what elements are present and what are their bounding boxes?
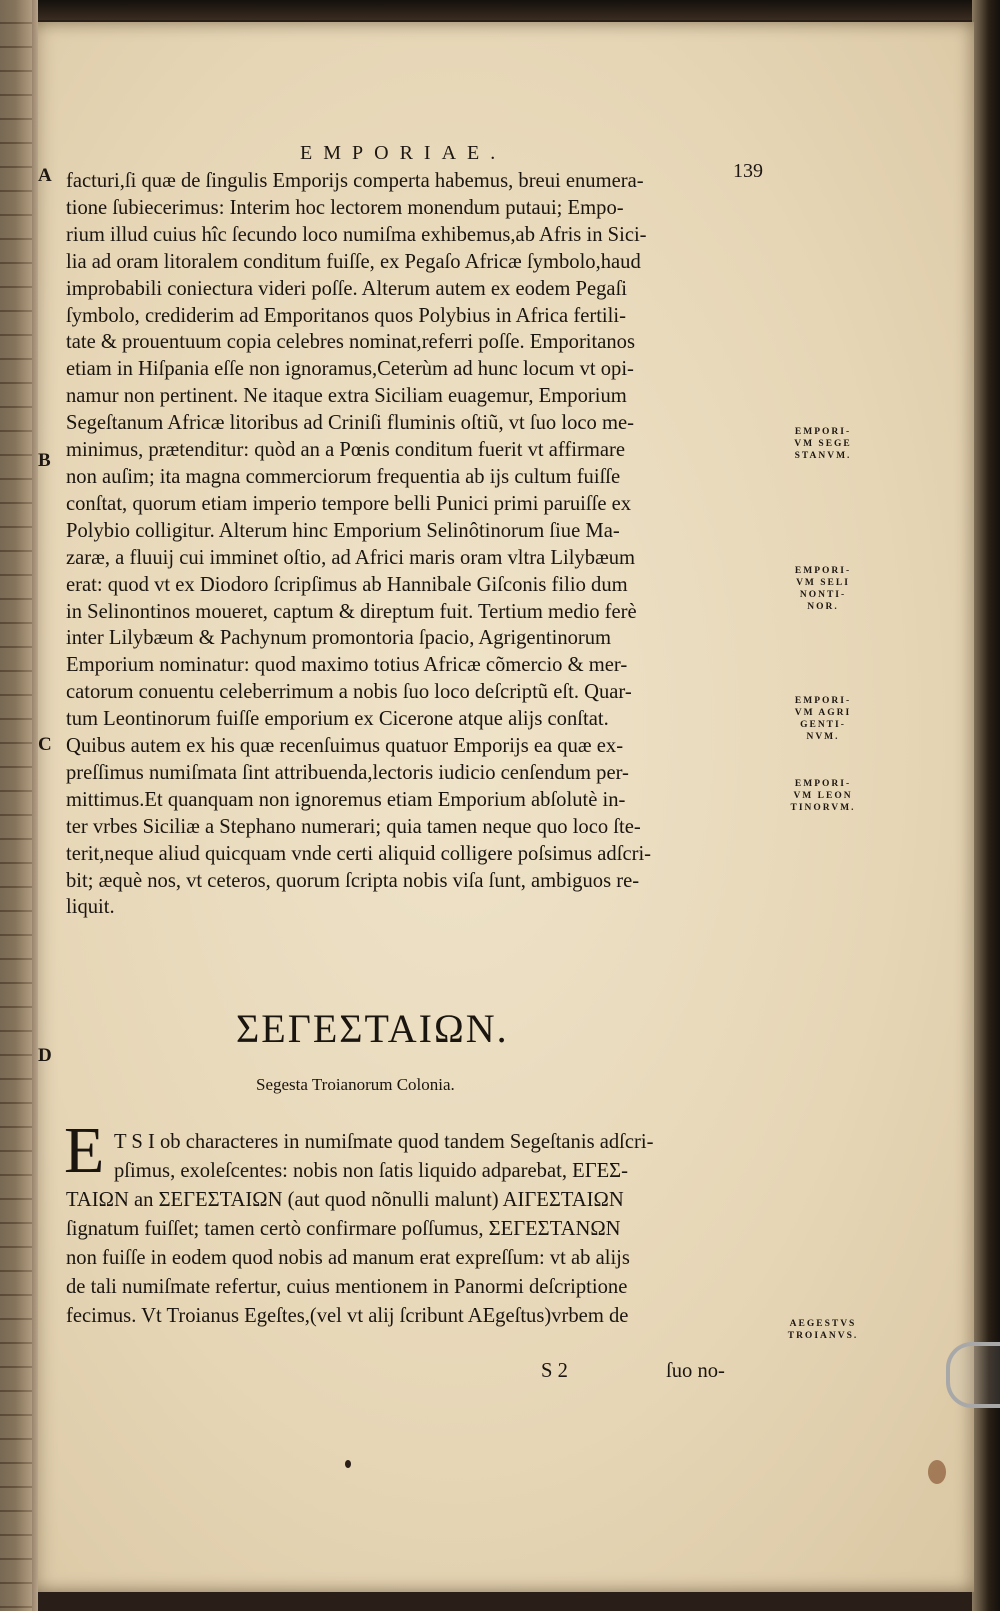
running-head: EMPORIAE. (300, 142, 507, 164)
text-line: etiam in Hiſpania eſſe non ignoramus,Ceterùm ad hunc locum vt opi- (66, 358, 634, 381)
page-number: 139 (733, 160, 763, 182)
text-line: T S I ob characteres in numiſmate quod tandem Segeſtanis adſcri- (114, 1131, 654, 1153)
text-line: inter Lilybæum & Pachynum promontoria ſpacio, Agrigentinorum (66, 627, 612, 650)
margin-note-line: TROIANVS. (787, 1331, 859, 1341)
text-line: non auſim; ita magna commerciorum frequentia ab ijs cultum fuiſſe (66, 465, 621, 488)
text-line: fecimus. Vt Troianus Egeſtes,(vel vt alij ſcribunt AEgeſtus)vrbem de (66, 1305, 629, 1327)
text-line: zaræ, a fluuij cui imminet oſtio, ad Africi maris oram vltra Lilybæum (66, 546, 636, 569)
text-line: in Selinontinos moueret, captum & direptum fuit. Tertium medio ferè (66, 600, 637, 623)
margin-note-line: VM LEON (793, 791, 853, 801)
text-line: tum Leontinorum fuiſſe emporium ex Cicerone atque alijs conſtat. (66, 708, 609, 731)
subheading: Segesta Troianorum Colonia. (256, 1075, 455, 1094)
text-line: ter vrbes Siciliæ a Stephano numerari; quia tamen neque quo loco ſte- (66, 815, 641, 838)
text-line: Segeſtanum Africæ litoribus ad Criniſi fluminis oſtiũ, vt ſuo loco me- (66, 412, 634, 435)
text-line: improbabili coniectura videri poſſe. Alterum autem ex eodem Pegaſi (66, 277, 628, 300)
greek-heading: ΣΕΓΕΣΤΑΙΩΝ. (236, 1006, 509, 1051)
text-line: liquit. (66, 896, 115, 919)
text-line: rium illud cuius hîc ſecundo loco numiſma exhibemus,ab Afris in Sici- (66, 223, 647, 246)
text-line: non fuiſſe in eodem quod nobis ad manum erat expreſſum: vt ab alijs (66, 1247, 630, 1269)
page-clip (946, 1342, 1000, 1408)
text-line: namur non pertinent. Ne itaque extra Siciliam euagemur, Emporium (66, 385, 627, 408)
text-line: ſymbolo, crediderim ad Emporitanos quos Polybius in Africa fertili- (66, 304, 626, 327)
second-paragraph (66, 1128, 756, 1331)
text-line: facturi,ſi quæ de ſingulis Emporijs comperta habemus, breui enumera- (66, 170, 644, 192)
section-letter-c: C (38, 734, 52, 755)
text-line: Quibus autem ex his quæ recenſuimus quatuor Emporijs ea quæ ex- (66, 735, 624, 758)
ink-dot (345, 1460, 351, 1468)
margin-note-line: NVM. (806, 732, 840, 742)
text-line: bit; æquè nos, vt ceteros, quorum ſcripta nobis viſa ſunt, ambiguos re- (66, 869, 640, 892)
text-line: erat: quod vt ex Diodoro ſcripſimus ab Hannibale Giſconis filio dum (66, 573, 628, 596)
margin-note-line: EMPORI- (794, 566, 852, 576)
margin-note-leontinorum (784, 778, 862, 814)
text-line: Emporium nominatur: quod maximo totius Africæ cõmercio & mer- (66, 654, 628, 677)
margin-note-selinontinorum (784, 565, 862, 613)
facing-page-strip (0, 0, 32, 1611)
scan-top-edge (0, 0, 1000, 20)
margin-note-line: EMPORI- (794, 779, 852, 789)
margin-note-line: VM SELI (796, 578, 850, 588)
text-line: minimus, prætenditur: quòd an a Pœnis conditum fuerit vt affirmare (66, 439, 625, 462)
text-line: preſſimus numiſmata ſint attribuenda,lectoris iudicio cenſendum per- (66, 761, 629, 784)
margin-note-line: TINORVM. (790, 803, 856, 813)
body-paragraph (66, 168, 754, 921)
text-line: catorum conuentu celeberrimum a nobis ſuo loco deſcriptũ eſt. Quar- (66, 681, 632, 704)
text-line: de tali numiſmate refertur, cuius mentionem in Panormi deſcriptione (66, 1276, 628, 1298)
signature-mark: S 2 (541, 1360, 568, 1382)
margin-note-line: EMPORI- (794, 696, 852, 706)
margin-note-line: GENTI- (800, 720, 846, 730)
text-line: terit,neque aliud quicquam vnde certi aliquid colligere poſsimus adſcri- (66, 842, 652, 865)
drop-cap: E (64, 1114, 105, 1187)
margin-note-line: STANVM. (794, 451, 852, 461)
margin-note-line: NONTI- (799, 590, 847, 600)
margin-note-line: EMPORI- (794, 427, 852, 437)
section-letter-a: A (38, 165, 52, 186)
text-line: pſimus, exoleſcentes: nobis non ſatis liquido adparebat, ΕΓΕΣ- (114, 1160, 629, 1182)
text-line: Polybio colligitur. Alterum hinc Emporium Selinôtinorum ſiue Ma- (66, 519, 620, 542)
section-letter-b: B (38, 450, 51, 471)
text-line: tione ſubiecerimus: Interim hoc lectorem monendum putaui; Empo- (66, 196, 624, 219)
section-letter-d: D (38, 1045, 52, 1066)
margin-note-segestanum (784, 426, 862, 462)
text-line: mittimus.Et quanquam non ignoremus etiam Emporium abſolutè in- (66, 788, 626, 811)
page-footer (66, 1360, 756, 1388)
paper-stain (928, 1460, 946, 1484)
text-line: tate & prouentuum copia celebres nominat,referri poſſe. Emporitanos (66, 331, 635, 354)
margin-note-line: NOR. (807, 602, 839, 612)
text-line: ΤΑΙΩΝ an ΣΕΓΕΣΤΑΙΩΝ (aut quod nõnulli malunt) ΑΙΓΕΣΤΑΙΩΝ (66, 1189, 624, 1211)
margin-note-aegestus (784, 1318, 862, 1342)
margin-note-line: VM AGRI (794, 708, 852, 718)
catchword: ſuo no- (666, 1360, 725, 1382)
margin-note-line: AEGESTVS (789, 1319, 857, 1329)
text-line: lia ad oram litoralem conditum fuiſſe, ex Pegaſo Africæ ſymbolo,haud (66, 250, 641, 273)
margin-note-agrigentinorum (784, 695, 862, 743)
margin-note-line: VM SEGE (794, 439, 852, 449)
text-line: conſtat, quorum etiam imperio tempore belli Punici primi paruiſſe ex (66, 492, 632, 515)
text-line: ſignatum fuiſſet; tamen certò confirmare poſſumus, ΣΕΓΕΣΤΑΝΩΝ (66, 1218, 621, 1240)
